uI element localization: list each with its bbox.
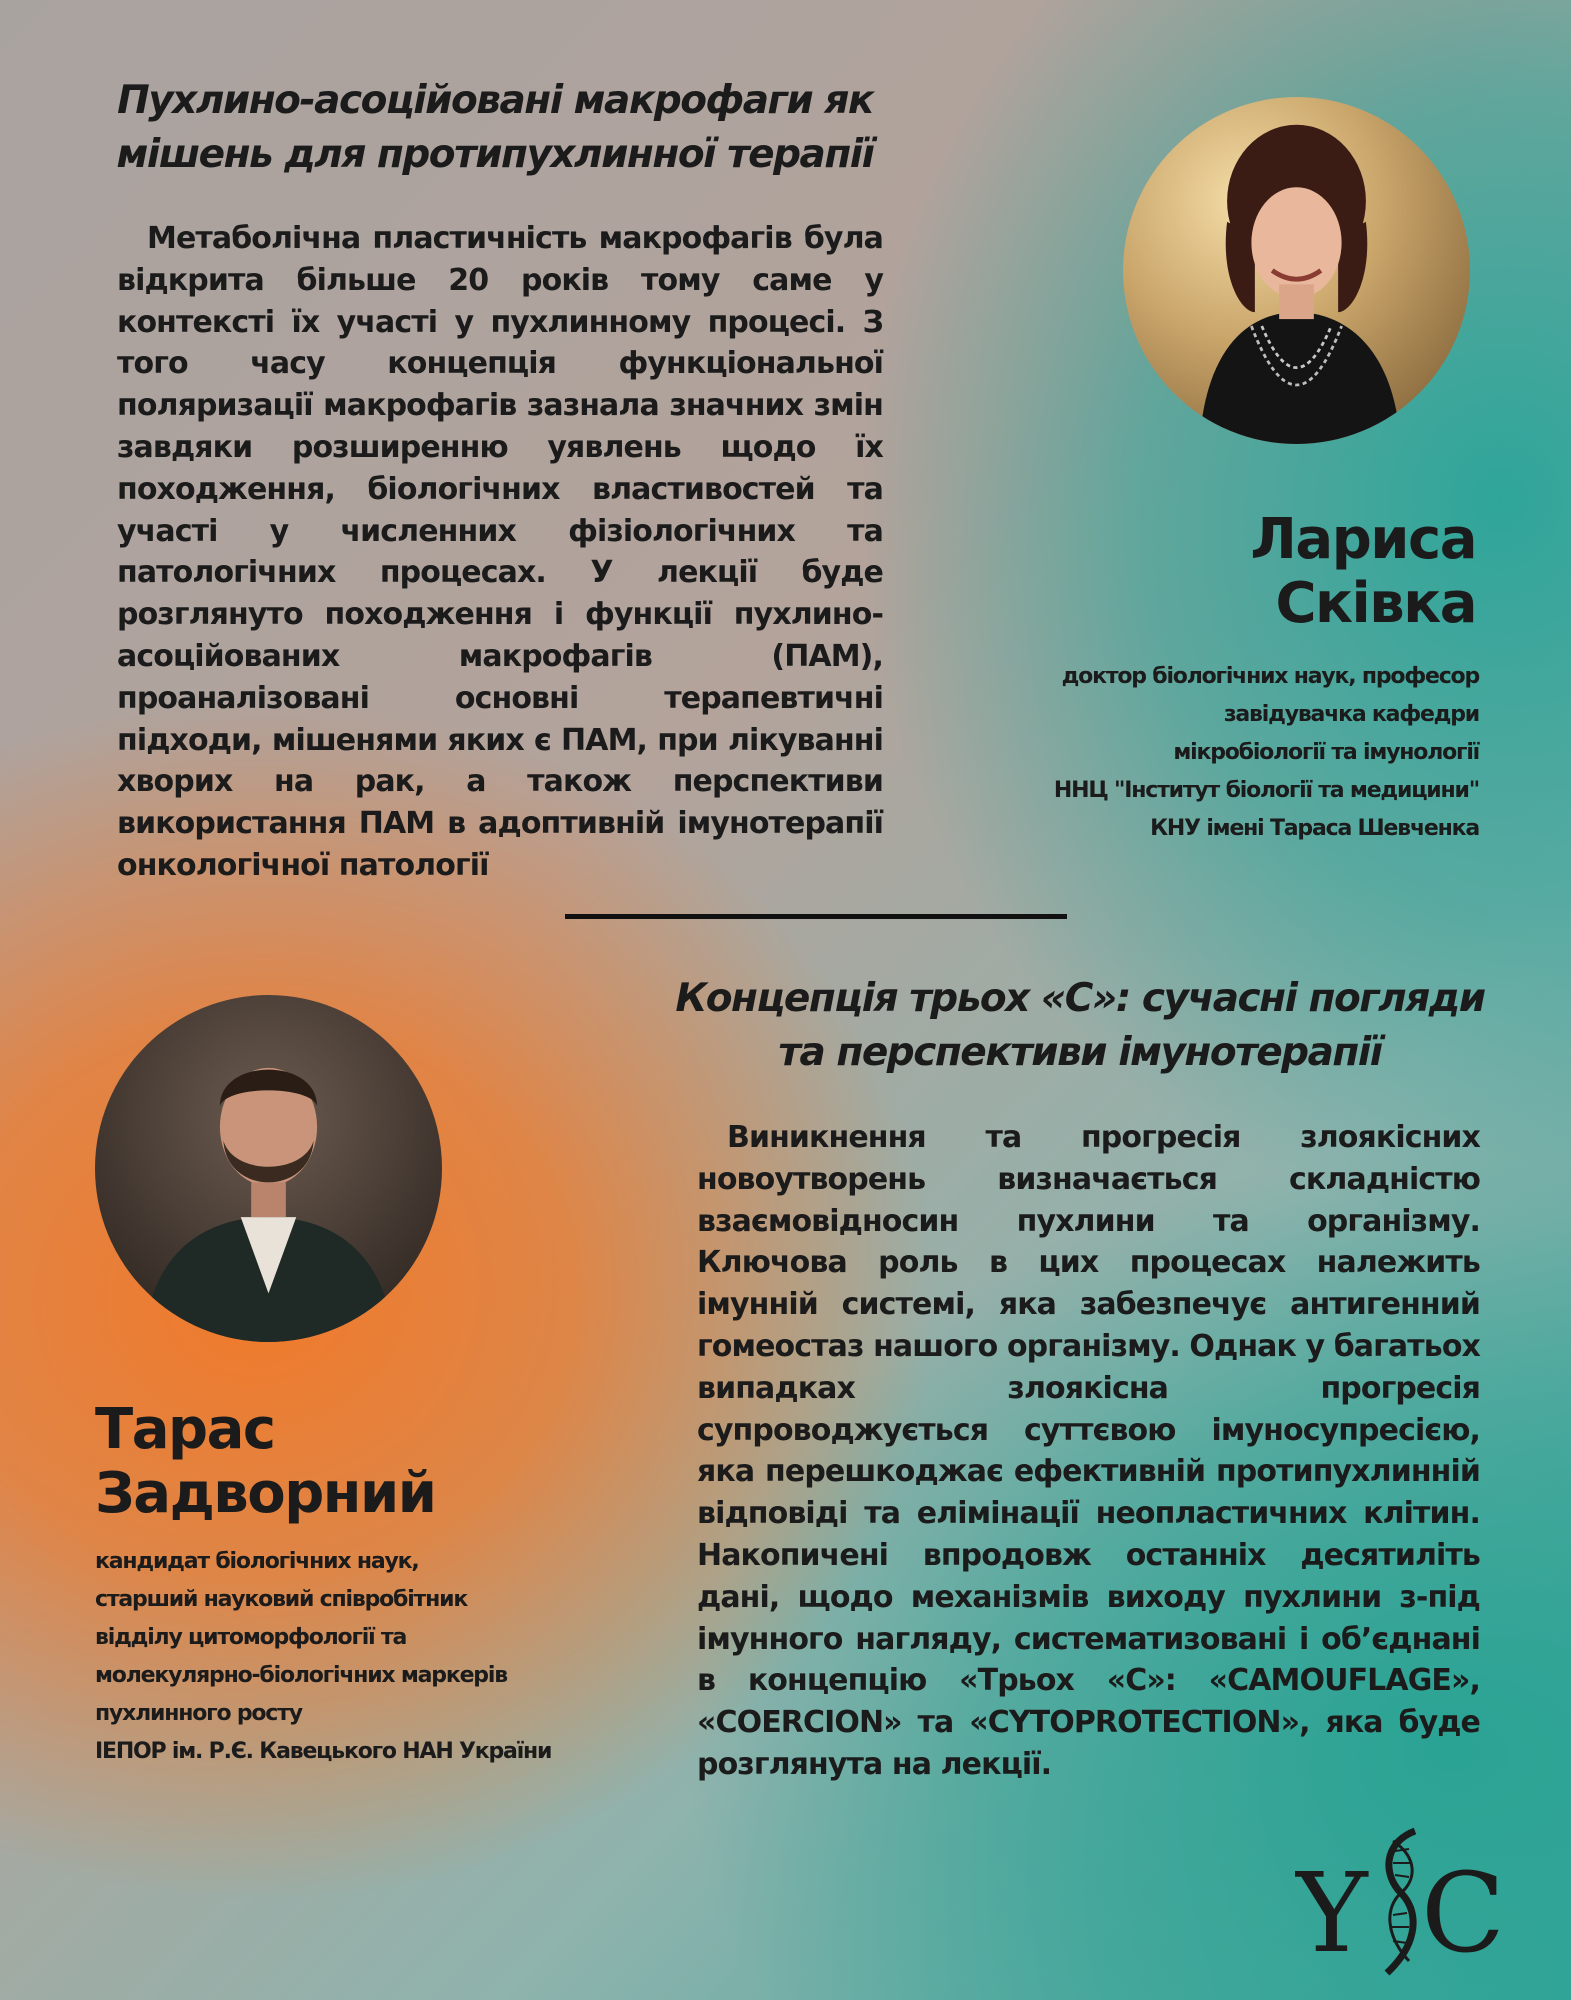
speaker-2-bio-line: відділу цитоморфології та bbox=[95, 1625, 407, 1650]
section-divider bbox=[565, 914, 1067, 919]
lecture-1-title-line-2: мішень для протипухлинної терапії bbox=[116, 132, 874, 177]
speaker-1-first-name: Лариса bbox=[1250, 507, 1476, 572]
speaker-1-bio-line: доктор біологічних наук, професор bbox=[1061, 664, 1479, 689]
speaker-1-photo bbox=[1123, 97, 1470, 444]
logo-letter-c: C bbox=[1421, 1849, 1506, 1977]
speaker-2-photo bbox=[95, 995, 442, 1342]
lecture-1-description: Метаболічна пластичність макрофагів була відкрита більше 20 років тому саме у контексті їх участі у пухлинному процесі. З того часу концепція функціональної поляризації макрофагів зазнала значних змін завдяки розширенню уявлень щодо їх походження, біологічних властивостей та участі у численних фізіологічних та патологічних процесах. У лекції буде розглянуто походження і функції пухлино-асоційованих макрофагів (ПАМ), проаналізовані основні терапевтичні підходи, мішенями яких є ПАМ, при лікуванні хворих на рак, а також перспективи використання ПАМ в адоптивній імунотерапії онкологічної патології bbox=[117, 221, 883, 883]
speaker-1-bio-line: мікробіології та імунології bbox=[1173, 740, 1479, 765]
speaker-1-bio-line: КНУ імені Тараса Шевченка bbox=[1150, 816, 1479, 841]
speaker-1-name bbox=[1250, 508, 1476, 636]
lecture-2-title-line-1: Концепція трьох «С»: сучасні погляди bbox=[675, 976, 1485, 1021]
speaker-1-bio-line: завідувачка кафедри bbox=[1223, 702, 1479, 727]
speaker-2-name bbox=[95, 1398, 435, 1526]
speaker-2-bio-line: кандидат біологічних наук, bbox=[95, 1549, 419, 1574]
logo-letter-y: Y bbox=[1295, 1849, 1368, 1977]
speaker-1-bio-line: ННЦ "Інститут біології та медицини" bbox=[1053, 778, 1479, 803]
lecture-2-description: Виникнення та прогресія злоякісних новоутворень визначається складністю взаємовідносин пухлини та організму. Ключова роль в цих процесах належить імунній системі, яка забезпечує антигенний гомеостаз нашого організму. Однак у багатьох випадках злоякісна прогресія супроводжується суттєвою імуносупресією, яка перешкоджає ефективній протипухлинній відповіді та елімінації неопластичних клітин. Накопичені впродовж останніх десятиліть дані, щодо механізмів виходу пухлини з-під імунного нагляду, систематизовані і об’єднані в концепцію «Трьох «С»: «CAMOUFLAGE», «COERCION» та «CYTOPROTECTION», яка буде розглянута на лекції. bbox=[697, 1120, 1480, 1782]
lecture-2-title-line-2: та перспективи імунотерапії bbox=[778, 1030, 1382, 1075]
speaker-2-bio bbox=[95, 1543, 551, 1771]
speaker-2-bio-line: старший науковий співробітник bbox=[95, 1587, 468, 1612]
ysc-logo bbox=[1295, 1823, 1510, 1983]
lecture-2-title bbox=[650, 972, 1510, 1080]
lecture-1-title-line-1: Пухлино-асоційовані макрофаги як bbox=[117, 78, 873, 123]
speaker-2-last-name: Задворний bbox=[95, 1461, 436, 1526]
speaker-2-bio-line: молекулярно-біологічних маркерів bbox=[95, 1663, 507, 1688]
speaker-2-first-name: Тарас bbox=[95, 1397, 275, 1462]
lecture-1-title bbox=[90, 74, 900, 182]
speaker-1-bio bbox=[1054, 658, 1479, 848]
speaker-1-last-name: Сківка bbox=[1275, 571, 1476, 636]
speaker-2-bio-line: пухлинного росту bbox=[95, 1701, 302, 1726]
dna-helix-s-icon bbox=[1387, 1831, 1415, 1973]
speaker-2-bio-line: ІЕПОР ім. Р.Є. Кавецького НАН України bbox=[95, 1739, 552, 1764]
